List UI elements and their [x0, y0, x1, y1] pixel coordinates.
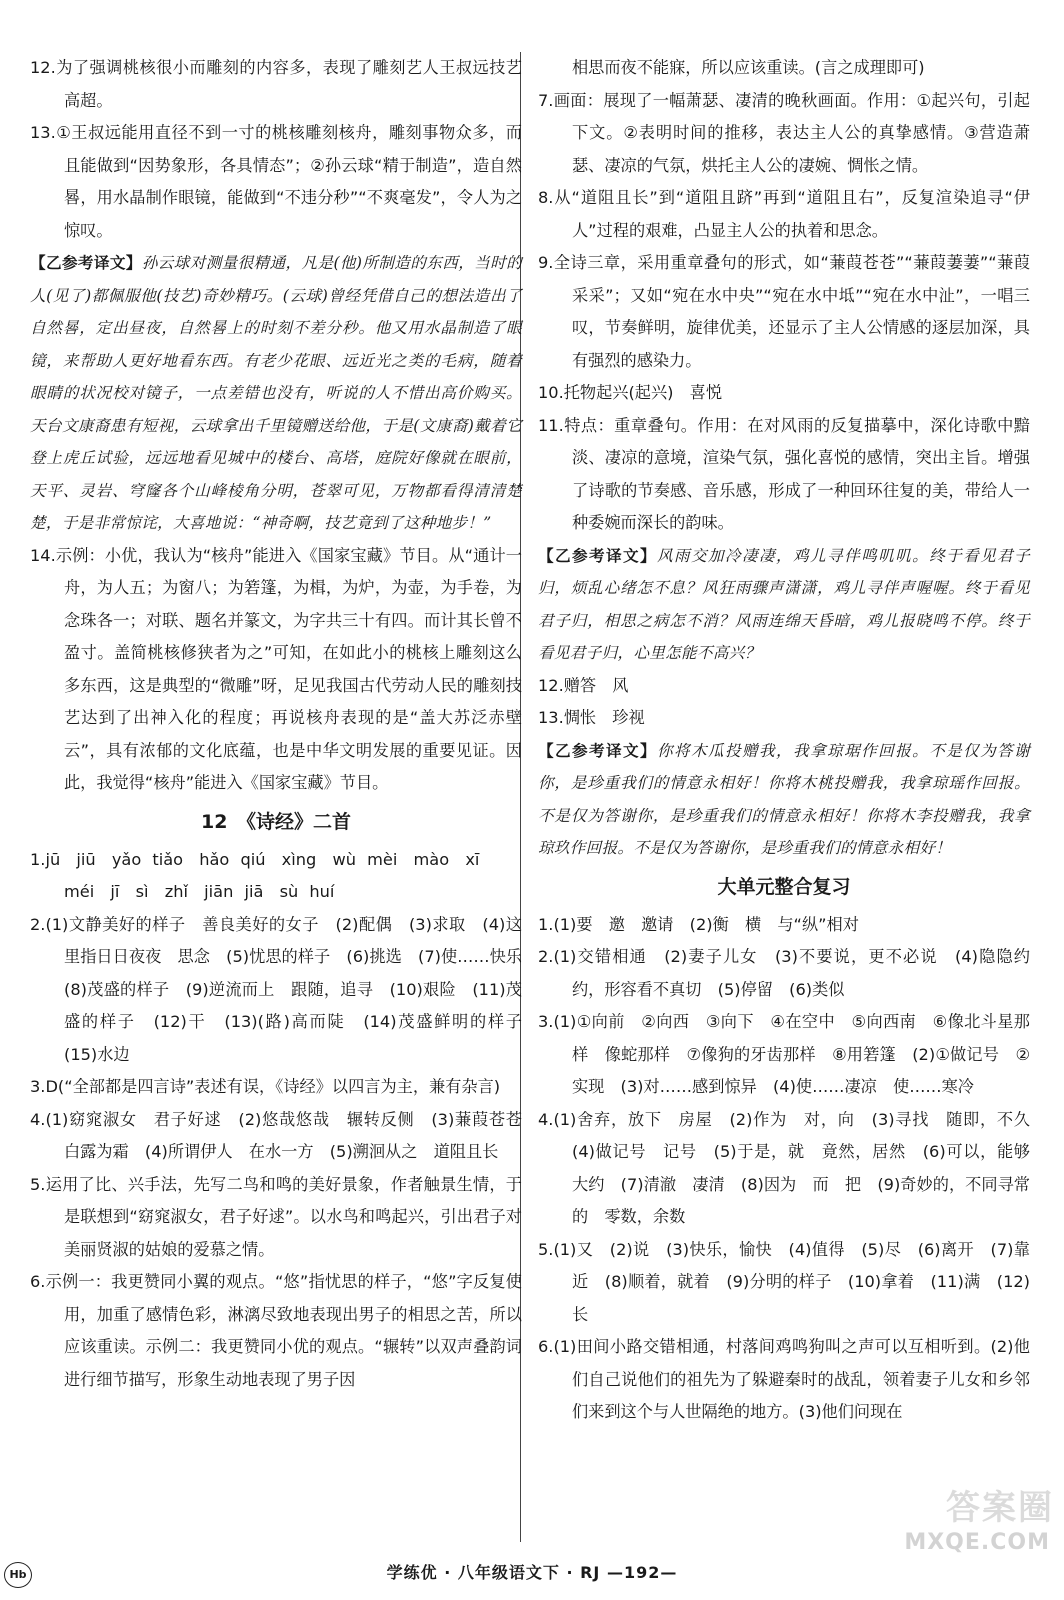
- answer-item: 相思而夜不能寐，所以应该重读。(言之成理即可): [572, 58, 925, 77]
- translation-text: 孙云球对测量很精通，凡是(他)所制造的东西，当时的人(见了)都佩服他(技艺)奇妙精巧。(云球)曾经凭借自己的想法造出了自然晷，定出昼夜，自然晷上的时刻不差分秒。他又用水晶制造了眼镜，来帮助人更好地看东西。有老少花眼、远近光之类的毛病，随着眼睛的状况校对镜子，一点差错也没有，听说的人不惜出高价购买。天台文康裔患有短视，云球拿出千里镜赠送给他，于是(文康裔)戴着它登上虎丘试验，远远地看见城中的楼台、高塔，庭院好像就在眼前，天平、灵岩、穹窿各个山峰棱角分明，苍翠可见，万物都看得清清楚楚，于是非常惊诧，大喜地说：“神奇啊，技艺竟到了这种地步！”: [30, 254, 522, 532]
- answer-item: 14.示例：小优，我认为“核舟”能进入《国家宝藏》节目。从“通计一舟，为人五；为窗八；为箬篷，为楫，为炉，为壶，为手卷，为念珠各一；对联、题名并篆文，为字共三十有四。而计其长曾不盈寸。盖简桃核修狭者为之”可知，在如此小的桃核上雕刻这么多东西，这是典型的“微雕”呀，足见我国古代劳动人民的雕刻技艺达到了出神入化的程度；再说核舟表现的是“盖大苏泛赤壁云”，具有浓郁的文化底蕴，也是中华文明发展的重要见证。因此，我觉得“核舟”能进入《国家宝藏》节目。: [30, 545, 522, 792]
- section-heading-shijing: 12 《诗经》二首: [201, 810, 351, 833]
- left-items-bottom: [30, 909, 539, 1397]
- answer-item: 2.(1)交错相通 (2)妻子儿女 (3)不要说，更不必说 (4)隐隐约约，形容看不真切 (5)停留 (6)类似: [538, 947, 1030, 999]
- watermark-url: MXQE.COM: [904, 1530, 1050, 1555]
- answer-item: 1.(1)要 邀 邀请 (2)衡 横 与“纵”相对: [538, 914, 859, 934]
- page-footer: [0, 1558, 1064, 1590]
- right-column: [538, 52, 1047, 1429]
- translation-tag: 【乙参考译文】: [30, 254, 142, 272]
- reference-translation: [538, 540, 1030, 670]
- answer-item: 2.(1)文静美好的样子 善良美好的女子 (2)配偶 (3)求取 (4)这里指日日夜夜 思念 (5)忧思的样子 (6)挑选 (7)使……快乐 (8)茂盛的样子 (9)逆流而上 跟随，追寻 (10)艰险 (11)茂盛的样子 (12)干 (13)(路)高而陡 (14)茂盛鲜明的样子 (15)水边: [30, 914, 539, 1064]
- answer-item: 7.画面：展现了一幅萧瑟、凄清的晚秋画面。作用：①起兴句，引起下文。②表明时间的推移，表达主人公的真挚感情。③营造萧瑟、凄凉的气氛，烘托主人公的凄婉、惆怅之情。: [538, 90, 1030, 175]
- right-items-top: [538, 52, 1030, 865]
- left-items-top: [30, 52, 522, 800]
- translation-tag: 【乙参考译文】: [538, 741, 658, 760]
- answer-item: 12.为了强调桃核很小而雕刻的内容多，表现了雕刻艺人王叔远技艺高超。: [30, 58, 522, 110]
- left-column: [30, 52, 539, 1396]
- answer-item: 3.(1)①向前 ②向西 ③向下 ④在空中 ⑤向西南 ⑥像北斗星那样 像蛇那样 ⑦像狗的牙齿那样 ⑧用箬篷 (2)①做记号 ②实现 (3)对……感到惊异 (4)使……凄凉 使……寒冷: [538, 1012, 1030, 1096]
- answer-item: 13.①王叔远能用直径不到一寸的桃核雕刻核舟，雕刻事物众多，而且能做到“因势象形，各具情态”；②孙云球“精于制造”，造自然晷，用水晶制作眼镜，能做到“不违分秒”“不爽毫发”，令人为之惊叹。: [30, 123, 522, 240]
- right-items-bottom: [538, 909, 1047, 1429]
- translation-text: 风雨交加冷凄凄，鸡儿寻伴鸣叽叽。终于看见君子归，烦乱心绪怎不息？风狂雨骤声潇潇，鸡儿寻伴声喔喔。终于看见君子归，相思之病怎不消？风雨连绵天昏暗，鸡儿报晓鸣不停。终于看见君子归，心里怎能不高兴？: [538, 546, 1030, 662]
- watermark-logo: [896, 1480, 1056, 1570]
- answer-item: 6.示例一：我更赞同小翼的观点。“悠”指忧思的样子，“悠”字反复使用，加重了感情色彩，淋漓尽致地表现出男子的相思之苦，所以应该重读。示例二：我更赞同小优的观点。“辗转”以双声叠韵词进行细节描写，形象生动地表现了男子因: [30, 1272, 522, 1389]
- footer-page-info: 学练优 · 八年级语文下 · RJ —192—: [386, 1563, 678, 1582]
- answer-item: 5.(1)又 (2)说 (3)快乐，愉快 (4)值得 (5)尽 (6)离开 (7)靠近 (8)顺着，就着 (9)分明的样子 (10)拿着 (11)满 (12)长: [538, 1239, 1030, 1324]
- answer-item: 11.特点：重章叠句。作用：在对风雨的反复描摹中，深化诗歌中黯淡、凄凉的意境，渲染气氛，强化喜悦的感情，突出主旨。增强了诗歌的节奏感、音乐感，形成了一种回环往复的美，带给人一种委婉而深长的韵味。: [538, 415, 1030, 532]
- answer-item: 4.(1)窈窕淑女 君子好逑 (2)悠哉悠哉 辗转反侧 (3)蒹葭苍苍 白露为霜 (4)所谓伊人 在水一方 (5)溯洄从之 道阻且长: [30, 1109, 539, 1161]
- answer-item: 9.全诗三章，采用重章叠句的形式，如“蒹葭苍苍”“蒹葭萋萋”“蒹葭采采”；又如“宛在水中央”“宛在水中坻”“宛在水中沚”，一唱三叹，节奏鲜明，旋律优美，还显示了主人公情感的逐层加深，具有强烈的感染力。: [538, 253, 1030, 370]
- answer-item: 12.赠答 风: [538, 675, 629, 695]
- section-heading-review: 大单元整合复习: [717, 875, 851, 898]
- translation-text: 你将木瓜投赠我，我拿琼琚作回报。不是仅为答谢你，是珍重我们的情意永相好！你将木桃投赠我，我拿琼瑶作回报。不是仅为答谢你，是珍重我们的情意永相好！你将木李投赠我，我拿琼玖作回报。不是仅为答谢你，是珍重我们的情意永相好！: [538, 741, 1030, 857]
- answer-item: 8.从“道阻且长”到“道阻且跻”再到“道阻且右”，反复渲染追寻“伊人”过程的艰难，凸显主人公的执着和思念。: [538, 188, 1030, 240]
- answer-item: 5.运用了比、兴手法，先写二鸟和鸣的美好景象，作者触景生情，于是联想到“窈窕淑女，君子好逑”。以水鸟和鸣起兴，引出君子对美丽贤淑的姑娘的爱慕之情。: [30, 1174, 522, 1259]
- answer-item: 3.D(“全部都是四言诗”表述有误，《诗经》以四言为主，兼有杂言): [30, 1077, 501, 1096]
- publisher-badge: Hb: [4, 1562, 32, 1588]
- reference-translation: [30, 247, 522, 540]
- answer-item: 6.(1)田间小路交错相通，村落间鸡鸣狗叫之声可以互相听到。(2)他们自己说他们的祖先为了躲避秦时的战乱，领着妻子儿女和乡邻们来到这个与人世隔绝的地方。(3)他们问现在: [538, 1337, 1030, 1421]
- watermark-text: 答案圈: [946, 1488, 1054, 1528]
- answer-item: 10.托物起兴(起兴) 喜悦: [538, 383, 723, 402]
- answer-item: 4.(1)舍弃，放下 房屋 (2)作为 对，向 (3)寻找 随即，不久 (4)做记号 记号 (5)于是，就 竟然，居然 (6)可以，能够 大约 (7)清澈 凄清 (8)因为 而 把 (9)奇妙的，不同寻常的 零数，余数: [538, 1109, 1047, 1226]
- answer-item: 13.惆怅 珍视: [538, 708, 645, 727]
- pinyin-answer: 1.jū jiū yǎo tiǎo hǎo qiú xìng wù mèi mào xī méi jī sì zhǐ jiān jiā sù huí: [30, 849, 496, 901]
- reference-translation: [538, 735, 1030, 865]
- translation-tag: 【乙参考译文】: [538, 546, 658, 565]
